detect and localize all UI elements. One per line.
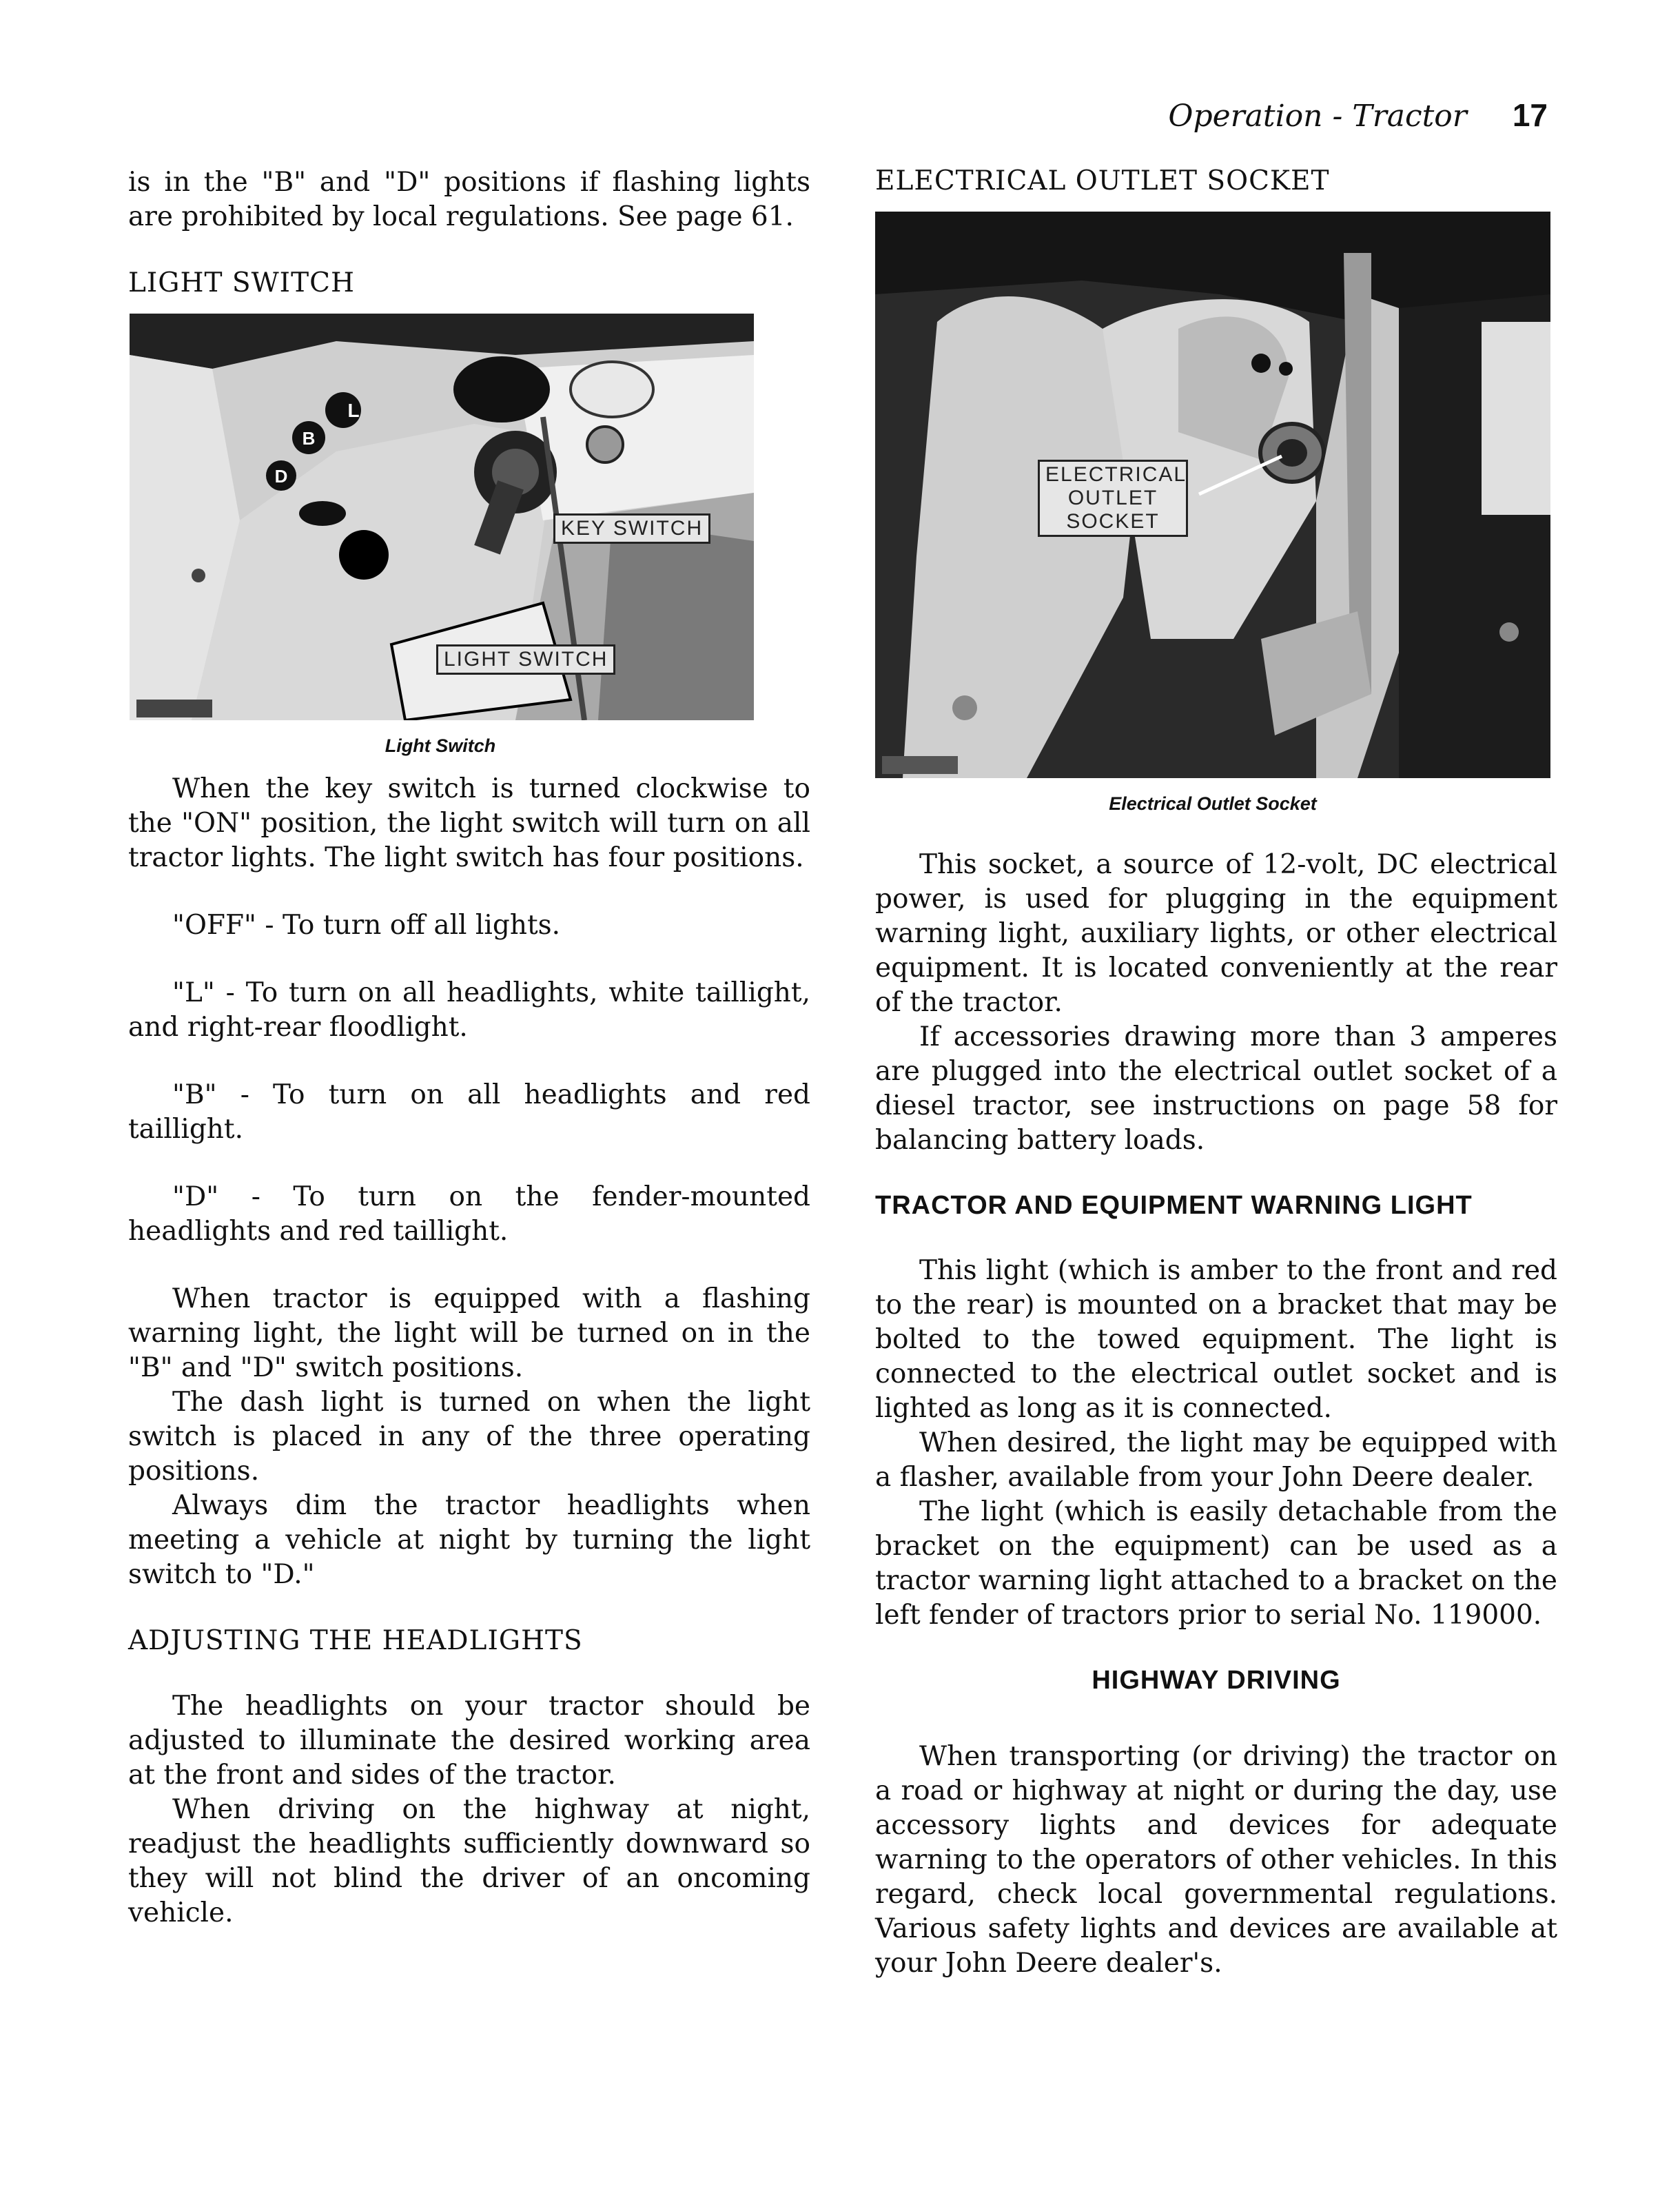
d-position: "D" - To turn on the fender-mounted headlights and red taillight.: [128, 1181, 810, 1247]
dim-headlights-paragraph: Always dim the tractor headlights when meeting a vehicle at night by turning the light switch to "D.": [128, 1490, 810, 1590]
marker-b: B: [302, 428, 316, 449]
highway-night-paragraph: When driving on the highway at night, readjust the headlights sufficiently downward so they will not blind the driver of an oncoming vehicle.: [128, 1794, 810, 1928]
light-switch-photo: [130, 314, 754, 720]
highway-driving-heading: HIGHWAY DRIVING: [1092, 1666, 1341, 1695]
dash-light-paragraph: The dash light is turned on when the light switch is placed in any of the three operating positions.: [128, 1387, 810, 1487]
intro-paragraph: is in the "B" and "D" positions if flashing lights are prohibited by local regulations. See page 61.: [128, 167, 810, 232]
right-column: [875, 165, 1557, 1981]
marker-l: L: [347, 400, 360, 421]
detachable-light-paragraph: The light (which is easily detachable from the bracket on the equipment) can be used as a tractor warning light attached to a bracket on the left fender of tractors prior to serial No. 119000.: [875, 1496, 1557, 1631]
section-title: Operation - Tractor: [1168, 99, 1467, 134]
key-switch-label: KEY SWITCH: [553, 513, 710, 544]
adjusting-headlights-heading: ADJUSTING THE HEADLIGHTS: [128, 1625, 583, 1656]
l-position: "L" - To turn on all headlights, white taillight, and right-rear floodlight.: [128, 977, 810, 1043]
page-number: 17: [1512, 97, 1548, 133]
outlet-socket-caption: Electrical Outlet Socket: [1109, 793, 1317, 814]
left-column: [128, 165, 810, 1930]
flashing-light-paragraph: When tractor is equipped with a flashing warning light, the light will be turned on in the "B" and "D" switch positions.: [128, 1283, 810, 1383]
highway-driving-paragraph: When transporting (or driving) the tractor on a road or highway at night or during the day, use accessory lights and devices for adequate warning to the operators of other vehicles. In this regard, check local governmental regulations. Various safety lights and devices are available at your John Deere dealer's.: [875, 1741, 1557, 1979]
light-switch-caption: Light Switch: [385, 735, 496, 756]
outlet-socket-heading: ELECTRICAL OUTLET SOCKET: [875, 165, 1330, 196]
off-position: "OFF" - To turn off all lights.: [172, 910, 561, 941]
page-header: [1168, 96, 1548, 134]
amperes-paragraph: If accessories drawing more than 3 amperes are plugged into the electrical outlet socket of a diesel tractor, see instructions on page 58 for balancing battery loads.: [875, 1021, 1557, 1156]
light-switch-label: LIGHT SWITCH: [436, 644, 615, 675]
light-switch-heading: LIGHT SWITCH: [128, 267, 355, 298]
socket-description-paragraph: This socket, a source of 12-volt, DC electrical power, is used for plugging in the equipment warning light, auxiliary lights, or other electrical equipment. It is located conveniently at the rear of the tractor.: [875, 849, 1557, 1018]
key-switch-paragraph: When the key switch is turned clockwise to the "ON" position, the light switch will turn on all tractor lights. The light switch has four positions.: [128, 773, 810, 873]
outlet-socket-photo-art: [875, 212, 1550, 778]
outlet-socket-label: ELECTRICAL OUTLET SOCKET: [1038, 460, 1188, 537]
flasher-paragraph: When desired, the light may be equipped with a flasher, available from your John Deere dealer.: [875, 1427, 1557, 1493]
headlights-adjust-paragraph: The headlights on your tractor should be adjusted to illuminate the desired working area at the front and sides of the tractor.: [128, 1691, 810, 1791]
marker-d: D: [274, 466, 288, 487]
warning-light-paragraph: This light (which is amber to the front and red to the rear) is mounted on a bracket that may be bolted to the towed equipment. The light is connected to the electrical outlet socket and is lighted as long as it is connected.: [875, 1255, 1557, 1424]
outlet-socket-photo: [875, 212, 1550, 778]
warning-light-heading: TRACTOR AND EQUIPMENT WARNING LIGHT: [875, 1191, 1473, 1220]
b-position: "B" - To turn on all headlights and red taillight.: [128, 1079, 810, 1145]
